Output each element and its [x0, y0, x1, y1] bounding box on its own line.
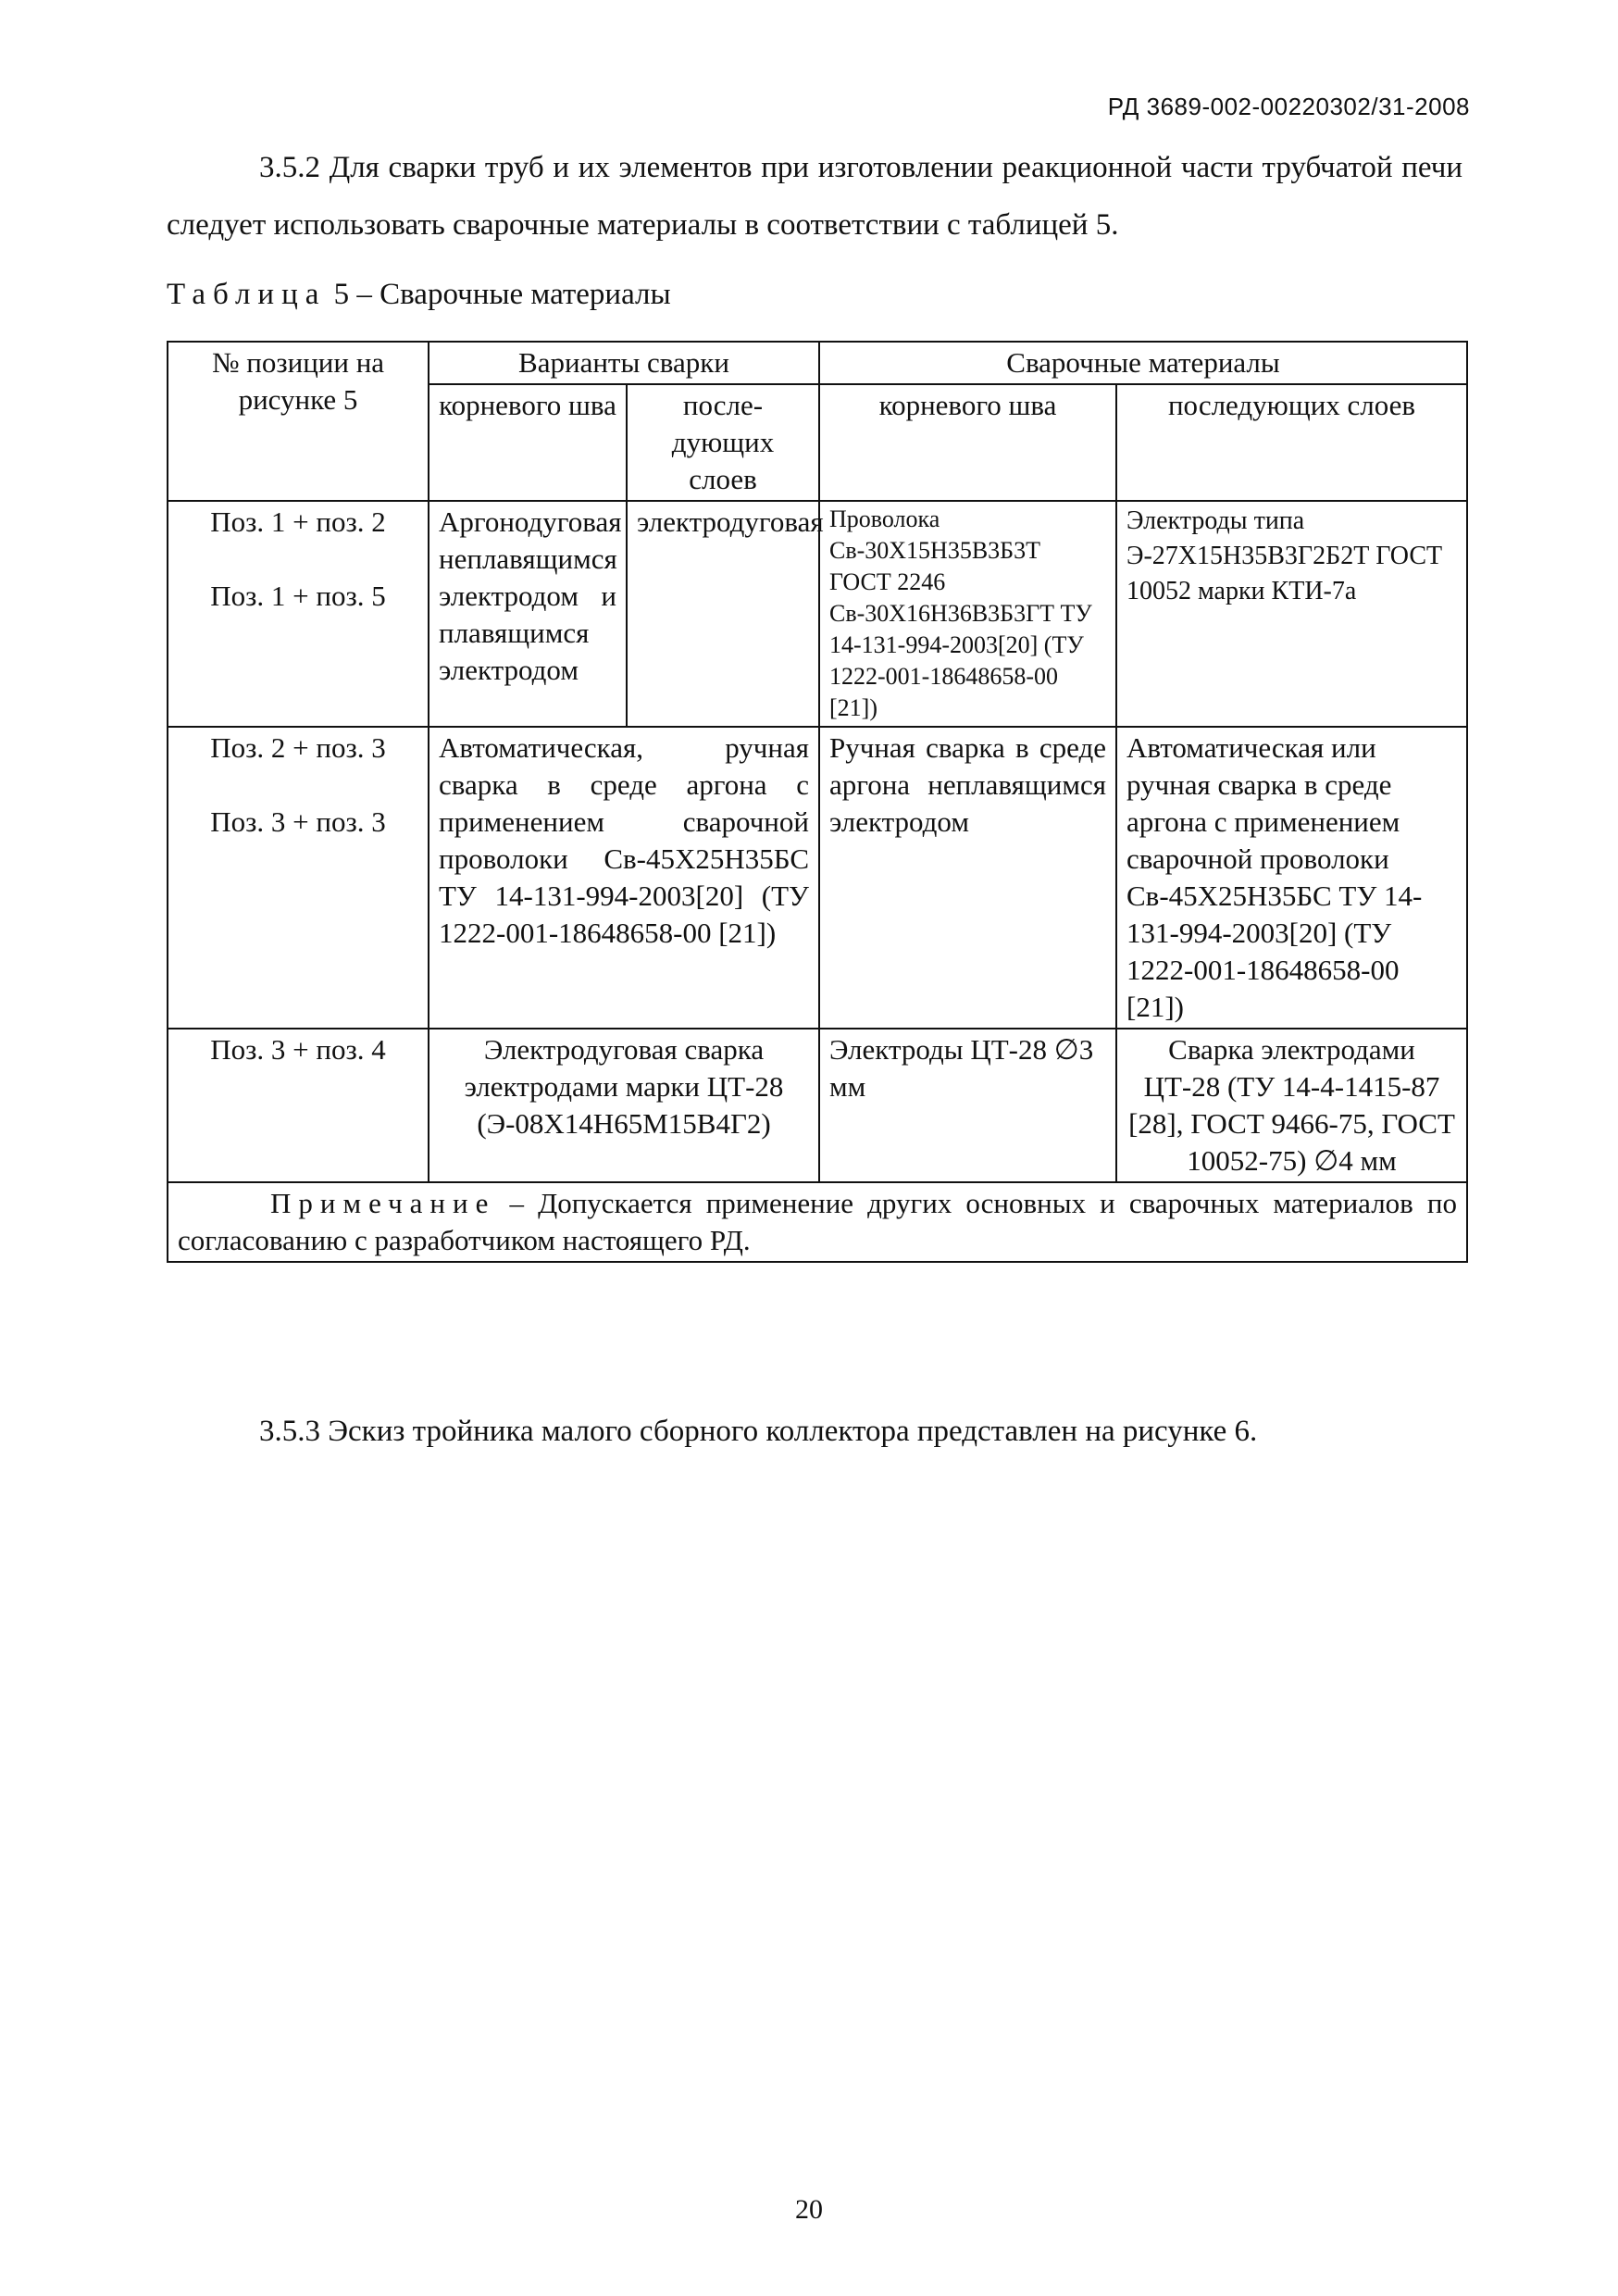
root-materials: Электроды ЦТ-28 ∅3 мм: [819, 1029, 1116, 1182]
welding-materials-table: [167, 341, 1468, 1263]
row-positions: [168, 1029, 429, 1182]
position-label: Поз. 3 + поз. 4: [210, 1033, 386, 1066]
header-welding-options: Варианты сварки: [429, 342, 819, 384]
root-materials: Ручная сварка в среде аргона неплавящимся электродом: [819, 727, 1116, 1029]
welding-option: Автоматическая, ручная сварка в среде аргона с применением сварочной проволоки Св-45Х25Н35БС ТУ 14-131-994-2003[20] (ТУ 1222-001-18648658-00 [21]): [429, 727, 819, 1029]
table-header-row: [168, 342, 1467, 384]
table-row: [168, 1029, 1467, 1182]
table-note-row: [168, 1182, 1467, 1262]
row-positions: [168, 727, 429, 1029]
position-label: Поз. 1 + поз. 2: [210, 505, 386, 538]
root-materials: Проволока Св-30Х15Н35В3Б3Т ГОСТ 2246 Св-30Х16Н36В3Б3ГТ ТУ 14-131-994-2003[20] (ТУ 1222-001-18648658-00 [21]): [819, 501, 1116, 727]
table-caption-label: Таблица: [167, 278, 327, 311]
paragraph-3-5-2: 3.5.2 Для сварки труб и их элементов при изготовлении реакционной части трубчатой печи следует использовать сварочные материалы в соответствии с таблицей 5.: [167, 151, 1462, 242]
header-root-seam: корневого шва: [429, 384, 627, 501]
table-caption: [167, 278, 671, 312]
paragraph-3-5-3: 3.5.3 Эскиз тройника малого сборного коллектора представлен на рисунке 6.: [259, 1415, 1258, 1448]
table-row: [168, 501, 1467, 727]
root-option: Аргонодуговая неплавящимся электродом и плавящимся электродом: [429, 501, 627, 727]
position-label: Поз. 3 + поз. 3: [210, 805, 386, 838]
row-positions: [168, 501, 429, 727]
subsequent-option: электродуговая: [627, 501, 819, 727]
header-position: № позиции на рисунке 5: [168, 342, 429, 501]
table-note: [168, 1182, 1467, 1262]
header-welding-materials: Сварочные материалы: [819, 342, 1467, 384]
header-subsequent-layers: после-дующих слоев: [627, 384, 819, 501]
subsequent-materials: Электроды типа Э-27Х15Н35В3Г2Б2Т ГОСТ 10052 марки КТИ-7а: [1116, 501, 1467, 727]
table-row: [168, 727, 1467, 1029]
welding-option: Электродуговая сварка электродами марки ЦТ-28 (Э-08Х14Н65М15В4Г2): [429, 1029, 819, 1182]
header-materials-root-seam: корневого шва: [819, 384, 1116, 501]
page-number: 20: [795, 2194, 823, 2225]
subsequent-materials: Сварка электродами ЦТ-28 (ТУ 14-4-1415-87 [28], ГОСТ 9466-75, ГОСТ 10052-75) ∅4 мм: [1116, 1029, 1467, 1182]
note-text: – Допускается применение других основных и сварочных материалов по согласованию с разработчиком настоящего РД.: [178, 1187, 1457, 1256]
subsequent-materials: Автоматическая или ручная сварка в среде аргона с применением сварочной проволоки Св-45Х25Н35БС ТУ 14-131-994-2003[20] (ТУ 1222-001-18648658-00 [21]): [1116, 727, 1467, 1029]
table-caption-number: 5 – Сварочные материалы: [333, 278, 671, 311]
position-label: Поз. 1 + поз. 5: [210, 580, 386, 612]
header-materials-subsequent-layers: последующих слоев: [1116, 384, 1467, 501]
position-label: Поз. 2 + поз. 3: [210, 731, 386, 764]
document-code: РД 3689-002-00220302/31-2008: [1107, 93, 1470, 120]
note-label: Примечание: [270, 1187, 496, 1219]
